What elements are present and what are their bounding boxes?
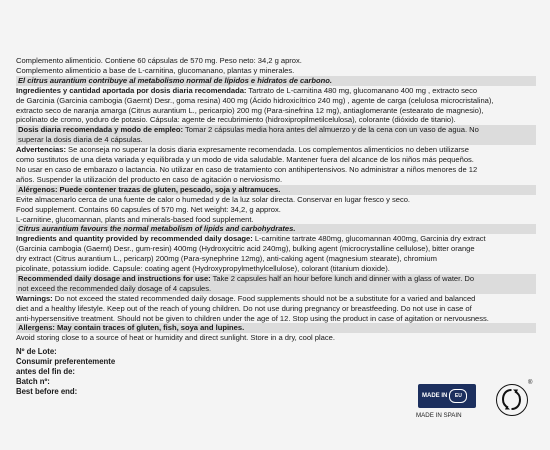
label-line-text: (Garcinia cambogia (Gaernt) Desr., gum-resin) 400mg (Hydroxycitric acid 240mg), bulking agent (microcrystalline cellulose), bitter orange [16,244,475,254]
label-line-text: de Garcinia (Garcinia cambogia (Gaernt) Desr., goma resina) 400 mg (Ácido hidroxicítrico 240 mg) , agente de carga (celulosa microcristalina), [16,95,494,105]
made-in-label: MADE IN [422,393,448,399]
label-line-text: diet and a healthy lifestyle. Keep out of the reach of young children. Do not use during pregnancy or breastfeeding. Do not use in case of [16,303,472,313]
label-line-text: El citrus aurantium contribuye al metabolismo normal de lípidos e hidratos de carbono. [18,75,332,85]
label-line [16,304,536,314]
label-line-text: Warnings: [16,293,53,303]
label-text-column [16,56,536,343]
label-line-rest: Do not exceed the stated recommended daily dosage. Food supplements should not be a substitute for a varied and balanced [52,293,476,303]
label-line-text: picolinato de cromo, yoduro de potasio. Cápsula: agente de recubrimiento (hidroxipropilmetilcelulosa), colorante (dióxido de titanio). [16,115,456,125]
label-line [16,155,536,165]
label-line [16,145,536,155]
label-line-text: Ingredientes y cantidad aportada por dosis diaria recomendada: [16,85,247,95]
label-line [16,244,536,254]
label-line-text: Evite almacenarlo cerca de una fuente de calor o humedad y de la luz solar directa. Conservar en lugar fresco y seco. [16,194,411,204]
label-line-text: L-carnitine, glucomannan, plants and minerals-based food supplement. [16,214,254,224]
lot-line: antes del fin de: [16,367,76,376]
label-line-text: Avoid storing close to a source of heat or humidity and direct sunlight. Store in a dry, cool place. [16,333,335,343]
label-line [16,254,536,264]
label-line [16,294,536,304]
label-line-text: No usar en caso de embarazo o lactancia. No utilizar en caso de tratamiento con antihipertensivos. No administrar a niños menores de 12 [16,164,478,174]
green-dot-recycle-icon [496,384,528,416]
lot-line: Best before end: [16,387,78,396]
registered-mark: ® [528,380,533,386]
eu-stars-flag-icon [449,389,467,403]
label-line [16,274,536,284]
eu-label: EU [454,393,462,399]
label-line [16,185,536,195]
label-line [16,314,536,324]
label-line-rest: Take 2 capsules half an hour before lunch and dinner with a glass of water. Do [210,273,475,283]
label-line [16,264,536,274]
label-line [16,96,536,106]
label-line-text: extracto seco de naranja amarga (Citrus aurantium L., pericarpio) 200 mg (Para-sinefrina 12 mg), antiaglomerante (estearato de magnesio), [16,105,484,115]
label-line-text: Ingredients and quantity provided by recommended daily dosage: [16,234,253,244]
label-line-rest: Tartrato de L-carnitina 480 mg, glucomanano 400 mg , extracto seco [246,85,478,95]
label-line [16,125,536,135]
lot-line: Nº de Lote: [16,347,57,356]
label-line [16,175,536,185]
label-line-text: Complemento alimenticio. Contiene 60 cápsulas de 570 mg. Peso neto: 34,2 g aprox. [16,56,302,65]
label-line-rest: L-carnitine tartrate 480mg, glucomannan 400mg, Garcinia dry extract [252,234,486,244]
label-line-text: Complemento alimenticio a base de L-carnitina, glucomanano, plantas y minerales. [16,65,295,75]
label-line-text: Dosis diaria recomendada y modo de empleo: [18,125,184,135]
label-line [16,205,536,215]
label-line-text: Alérgenos: Puede contener trazas de gluten, pescado, soja y altramuces. [18,184,281,194]
lot-line: Consumir preferentemente [16,357,116,366]
label-line [16,115,536,125]
label-line-text: anti-hypersensitive treatment. Should not be given to children under the age of 12. Stop using the product in case of agitation or nervousness. [16,313,489,323]
label-line-text: Food supplement. Contains 60 capsules of 570 mg. Net weight: 34,2, g approx. [16,204,281,214]
made-in-spain-text: MADE IN SPAIN [416,412,462,419]
lot-line: Batch nº: [16,377,50,386]
label-line [16,284,536,294]
label-line [16,215,536,225]
label-line [16,323,536,333]
label-line [16,333,536,343]
label-line [16,106,536,116]
label-line-text: como sustitutos de una dieta variada y equilibrada y un modo de vida saludable. Mantener fuera del alcance de los niños más pequeños. [16,155,474,165]
label-line [16,165,536,175]
label-line-text: dry extract (Citrus aurantium L., pericarp) 200mg (Para-synephrine 12mg), anti-caking agent (magnesium stearate), chromium [16,254,437,264]
label-line [16,66,536,76]
label-line-text: Allergens: May contain traces of gluten, fish, soya and lupines. [18,323,245,333]
label-line [16,234,536,244]
label-line [16,135,536,145]
label-line-text: Advertencias: [16,145,66,155]
label-line-text: superar la dosis diaria de 4 cápsulas. [18,135,143,145]
made-in-eu-badge [418,384,476,408]
label-line [16,195,536,205]
label-line-text: Citrus aurantium favours the normal metabolism of lipids and carbohydrates. [18,224,296,234]
label-line-text: Recommended daily dosage and instructions for use: [18,273,211,283]
label-line-text: picolinate, potassium iodide. Capsule: coating agent (Hydroxypropylmethylcellulose), colorant (titanium dioxide). [16,264,390,274]
label-line-text: años. Suspender la utilización del producto en caso de agitación o nerviosismo. [16,174,283,184]
label-line [16,56,536,66]
label-line [16,86,536,96]
label-line [16,224,536,234]
label-line [16,76,536,86]
label-line-text: not exceed the recommended daily dosage of 4 capsules. [18,283,212,293]
label-line-rest: Se aconseja no superar la dosis diaria expresamente recomendada. Los complementos alimenticios no deben utilizarse [65,145,469,155]
label-line-rest: Tomar 2 cápsulas media hora antes del almuerzo y de la cena con un vaso de agua. No [183,125,479,135]
